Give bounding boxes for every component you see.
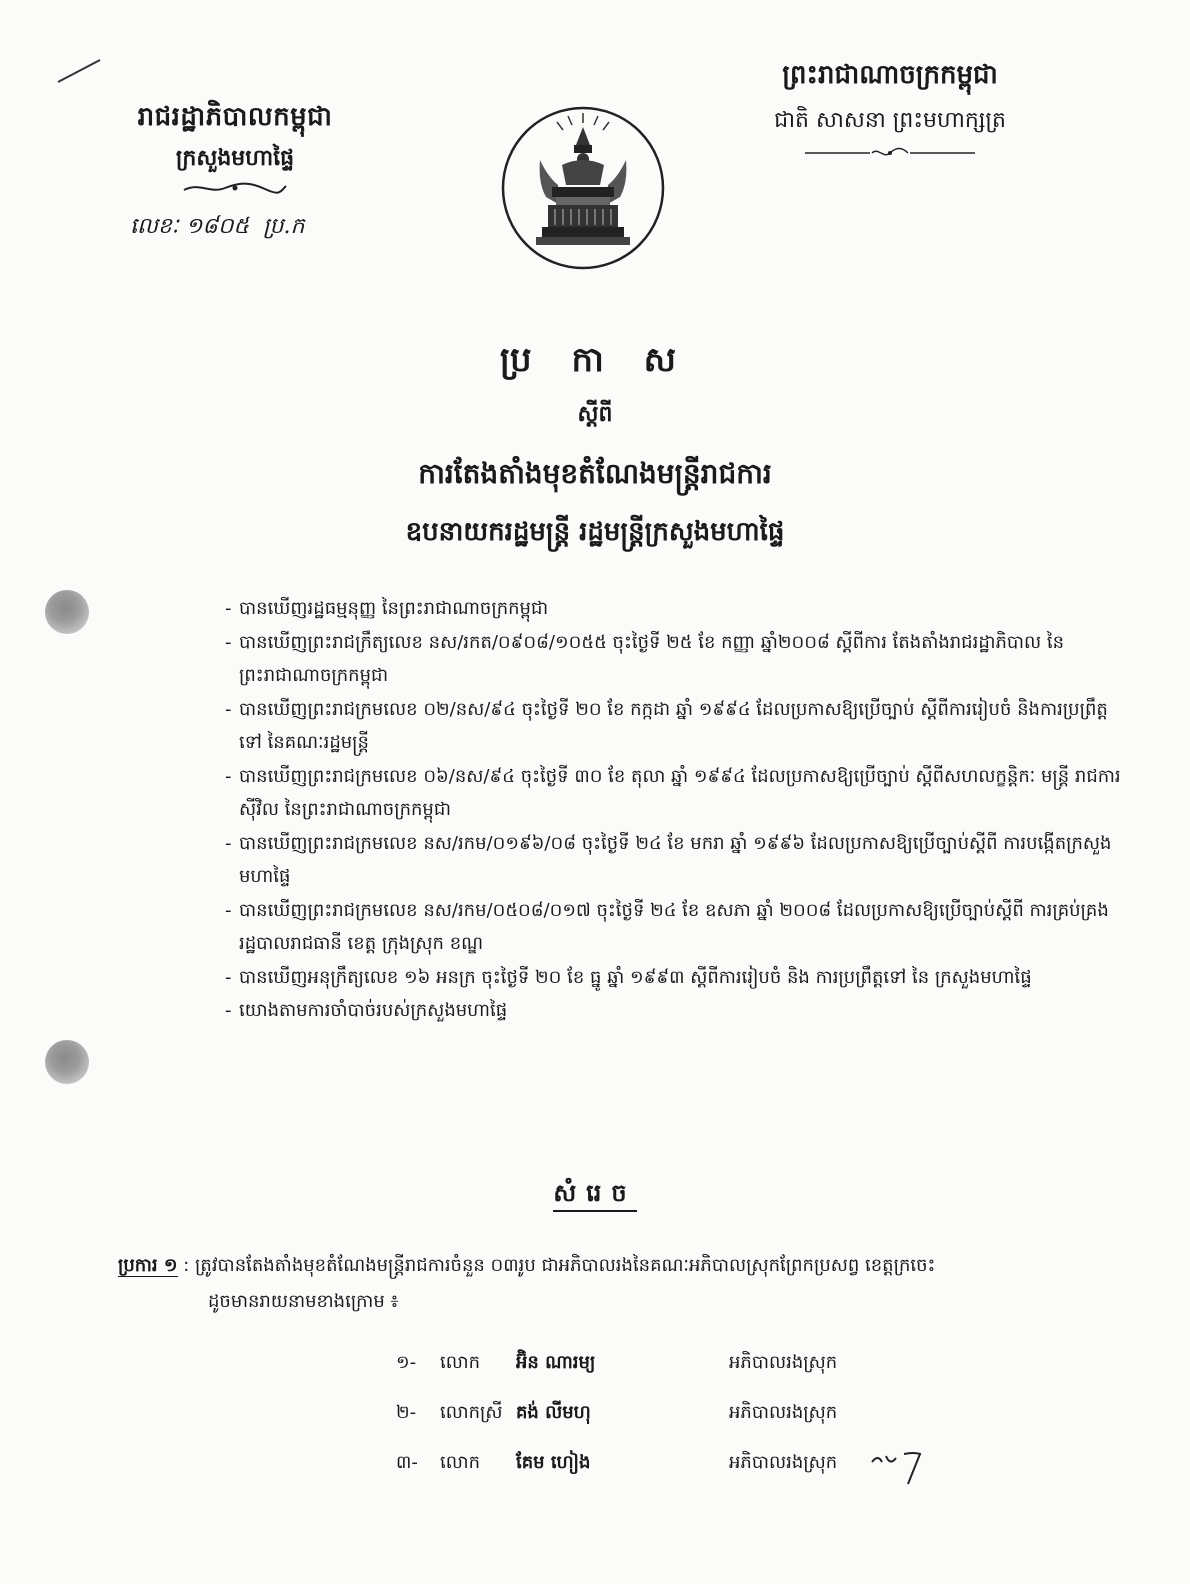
- flourish-ornament: [180, 180, 290, 196]
- national-motto: ជាតិ សាសនា ព្រះមហាក្សត្រ: [774, 108, 1006, 133]
- ministry-header: [110, 100, 360, 196]
- consideration-item: - យោងតាមការចាំបាច់របស់ក្រសួងមហាផ្ទៃ: [225, 994, 1125, 1028]
- consideration-item: - បានឃើញរដ្ឋធម្មនុញ្ញ នៃព្រះរាជាណាចក្រកម្ពុជា: [225, 592, 1125, 626]
- document-number: លេខៈ ១៨០៥ ប្រ.ក: [130, 214, 305, 239]
- title-issuer: ឧបនាយករដ្ឋមន្ត្រី រដ្ឋមន្ត្រីក្រសួងមហាផ្ទៃ: [405, 517, 785, 547]
- ministry-name: ក្រសួងមហាផ្ទៃ: [175, 146, 295, 171]
- appointee-row: ១- លោក អ៊ិន ណារម្យ អភិបាលរងស្រុក: [396, 1352, 838, 1373]
- article-label: ប្រការ ១: [118, 1255, 178, 1276]
- consideration-item: - បានឃើញព្រះរាជក្រមលេខ ០៦/នស/៩៤ ចុះថ្ងៃទី ៣០ ខែ តុលា ឆ្នាំ ១៩៩៤ ដែលប្រកាសឱ្យប្រើច្បាប់ ស្តីពីសហលក្ខន្តិកៈ មន្ត្រី រាជការស៊ីវិល នៃព្រះរាជាណាចក្រកម្ពុជា: [225, 760, 1125, 827]
- title-subject: ការតែងតាំងមុខតំណែងមន្ត្រីរាជការ: [418, 457, 772, 490]
- punch-hole-bottom: [45, 1040, 89, 1084]
- title-about: ស្តីពី: [577, 402, 613, 427]
- consideration-item: - បានឃើញអនុក្រឹត្យលេខ ១៦ អនក្រ ចុះថ្ងៃទី ២០ ខែ ធ្នូ ឆ្នាំ ១៩៩៣ ស្តីពីការរៀបចំ និង ការប្រព្រឹត្តទៅ នៃ ក្រសួងមហាផ្ទៃ: [225, 961, 1125, 995]
- appointee-row: ២- លោកស្រី គង់ លីមហុ អភិបាលរងស្រុក: [396, 1402, 838, 1423]
- considerations-list: [225, 592, 1125, 1028]
- article-text: : ត្រូវបានតែងតាំងមុខតំណែងមន្ត្រីរាជការចំនួន ០៣រូប ជាអភិបាលរងនៃគណៈអភិបាលស្រុកព្រែកប្រសព្វ ខេត្តក្រចេះ: [183, 1255, 936, 1276]
- article-1: [118, 1248, 1128, 1320]
- document-title: ប្រ កា ស: [499, 340, 691, 380]
- pen-mark: [56, 56, 106, 86]
- punch-hole-top: [45, 590, 89, 634]
- royal-seal-emblem: [500, 105, 666, 271]
- consideration-item: - បានឃើញព្រះរាជក្រមលេខ នស/រកម/០១៩៦/០៨ ចុះថ្ងៃទី ២៤ ខែ មករា ឆ្នាំ ១៩៩៦ ដែលប្រកាសឱ្យប្រើច្បាប់ស្តីពី ការបង្កើតក្រសួងមហាផ្ទៃ: [225, 827, 1125, 894]
- consideration-item: - បានឃើញព្រះរាជក្រមលេខ នស/រកម/០៥០៨/០១៧ ចុះថ្ងៃទី ២៤ ខែ ឧសភា ឆ្នាំ ២០០៨ ដែលប្រកាសឱ្យប្រើច្បាប់ស្តីពី ការគ្រប់គ្រងរដ្ឋបាលរាជធានី ខេត្ត ក្រុងស្រុក ខណ្ឌ: [225, 894, 1125, 961]
- decides-heading: សំរេច: [0, 1178, 1190, 1213]
- consideration-item: - បានឃើញព្រះរាជក្រមលេខ ០២/នស/៩៤ ចុះថ្ងៃទី ២០ ខែ កក្កដា ឆ្នាំ ១៩៩៤ ដែលប្រកាសឱ្យប្រើច្បាប់ ស្តីពីការរៀបចំ និងការប្រព្រឹត្តទៅ នៃគណៈរដ្ឋមន្ត្រី: [225, 693, 1125, 760]
- kingdom-header: [740, 58, 1040, 160]
- consideration-item: - បានឃើញព្រះរាជក្រឹត្យលេខ នស/រកត/០៩០៨/១០៥៥ ចុះថ្ងៃទី ២៥ ខែ កញ្ញា ឆ្នាំ២០០៨ ស្តីពីការ តែងតាំងរាជរដ្ឋាភិបាល នៃព្រះរាជាណាចក្រកម្ពុជា: [225, 626, 1125, 693]
- kingdom-name: ព្រះរាជាណាចក្រកម្ពុជា: [782, 60, 998, 90]
- appointee-row: ៣- លោក គែម ហៀង អភិបាលរងស្រុក: [396, 1452, 838, 1473]
- article-continuation: ដូចមានរាយនាមខាងក្រោម ៖: [208, 1291, 399, 1312]
- motto-divider: [800, 146, 980, 160]
- handwritten-initial: [868, 1448, 938, 1488]
- government-name: រាជរដ្ឋាភិបាលកម្ពុជា: [137, 102, 333, 132]
